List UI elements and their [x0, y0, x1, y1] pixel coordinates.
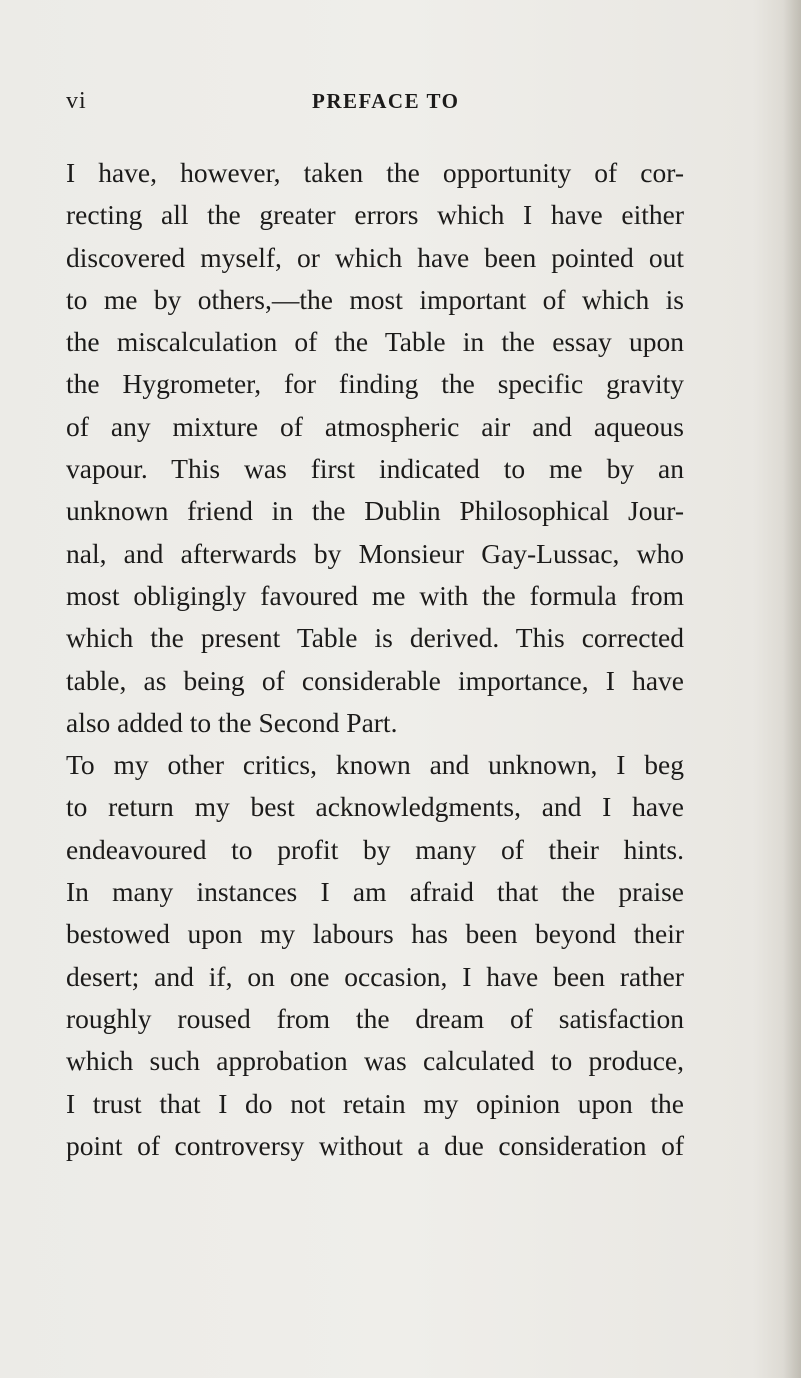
- text-line: In many instances I am afraid that the praise: [66, 876, 684, 908]
- text-line: table, as being of considerable importance, I have: [66, 664, 684, 696]
- text-line: to me by others,—the most important of which is: [66, 283, 684, 315]
- text-line: which such approbation was calculated to produce,: [66, 1045, 684, 1077]
- text-line: of any mixture of atmospheric air and aqueous: [66, 410, 684, 442]
- text-line-paragraph-end: also added to the Second Part.: [66, 706, 398, 738]
- text-line: I trust that I do not retain my opinion upon the: [66, 1087, 684, 1119]
- running-head: [66, 88, 684, 118]
- text-line: endeavoured to profit by many of their hints.: [66, 833, 684, 865]
- text-line: most obligingly favoured me with the formula from: [66, 579, 684, 611]
- page-number: vi: [66, 88, 87, 114]
- text-line: I have, however, taken the opportunity of cor-: [66, 157, 684, 188]
- text-line: roughly roused from the dream of satisfaction: [66, 1002, 684, 1034]
- text-line: point of controversy without a due consideration of: [66, 1129, 684, 1161]
- text-line: bestowed upon my labours has been beyond their: [66, 918, 684, 950]
- text-line: discovered myself, or which have been pointed out: [66, 241, 684, 273]
- body-text: [66, 152, 684, 1167]
- running-head-title: PREFACE TO: [312, 89, 460, 113]
- text-line: unknown friend in the Dublin Philosophical Jour-: [66, 495, 684, 527]
- text-line: recting all the greater errors which I have either: [66, 199, 684, 231]
- text-line-paragraph-start: To my other critics, known and unknown, I beg: [66, 749, 684, 781]
- text-line: to return my best acknowledgments, and I have: [66, 791, 684, 823]
- page-edge-shadow: [783, 0, 801, 1378]
- text-line: nal, and afterwards by Monsieur Gay-Lussac, who: [66, 537, 684, 569]
- text-line: desert; and if, on one occasion, I have been rather: [66, 960, 684, 992]
- text-line: the miscalculation of the Table in the essay upon: [66, 326, 684, 358]
- text-line: the Hygrometer, for finding the specific gravity: [66, 368, 684, 400]
- text-line: which the present Table is derived. This corrected: [66, 622, 684, 654]
- text-line: vapour. This was first indicated to me by an: [66, 453, 684, 485]
